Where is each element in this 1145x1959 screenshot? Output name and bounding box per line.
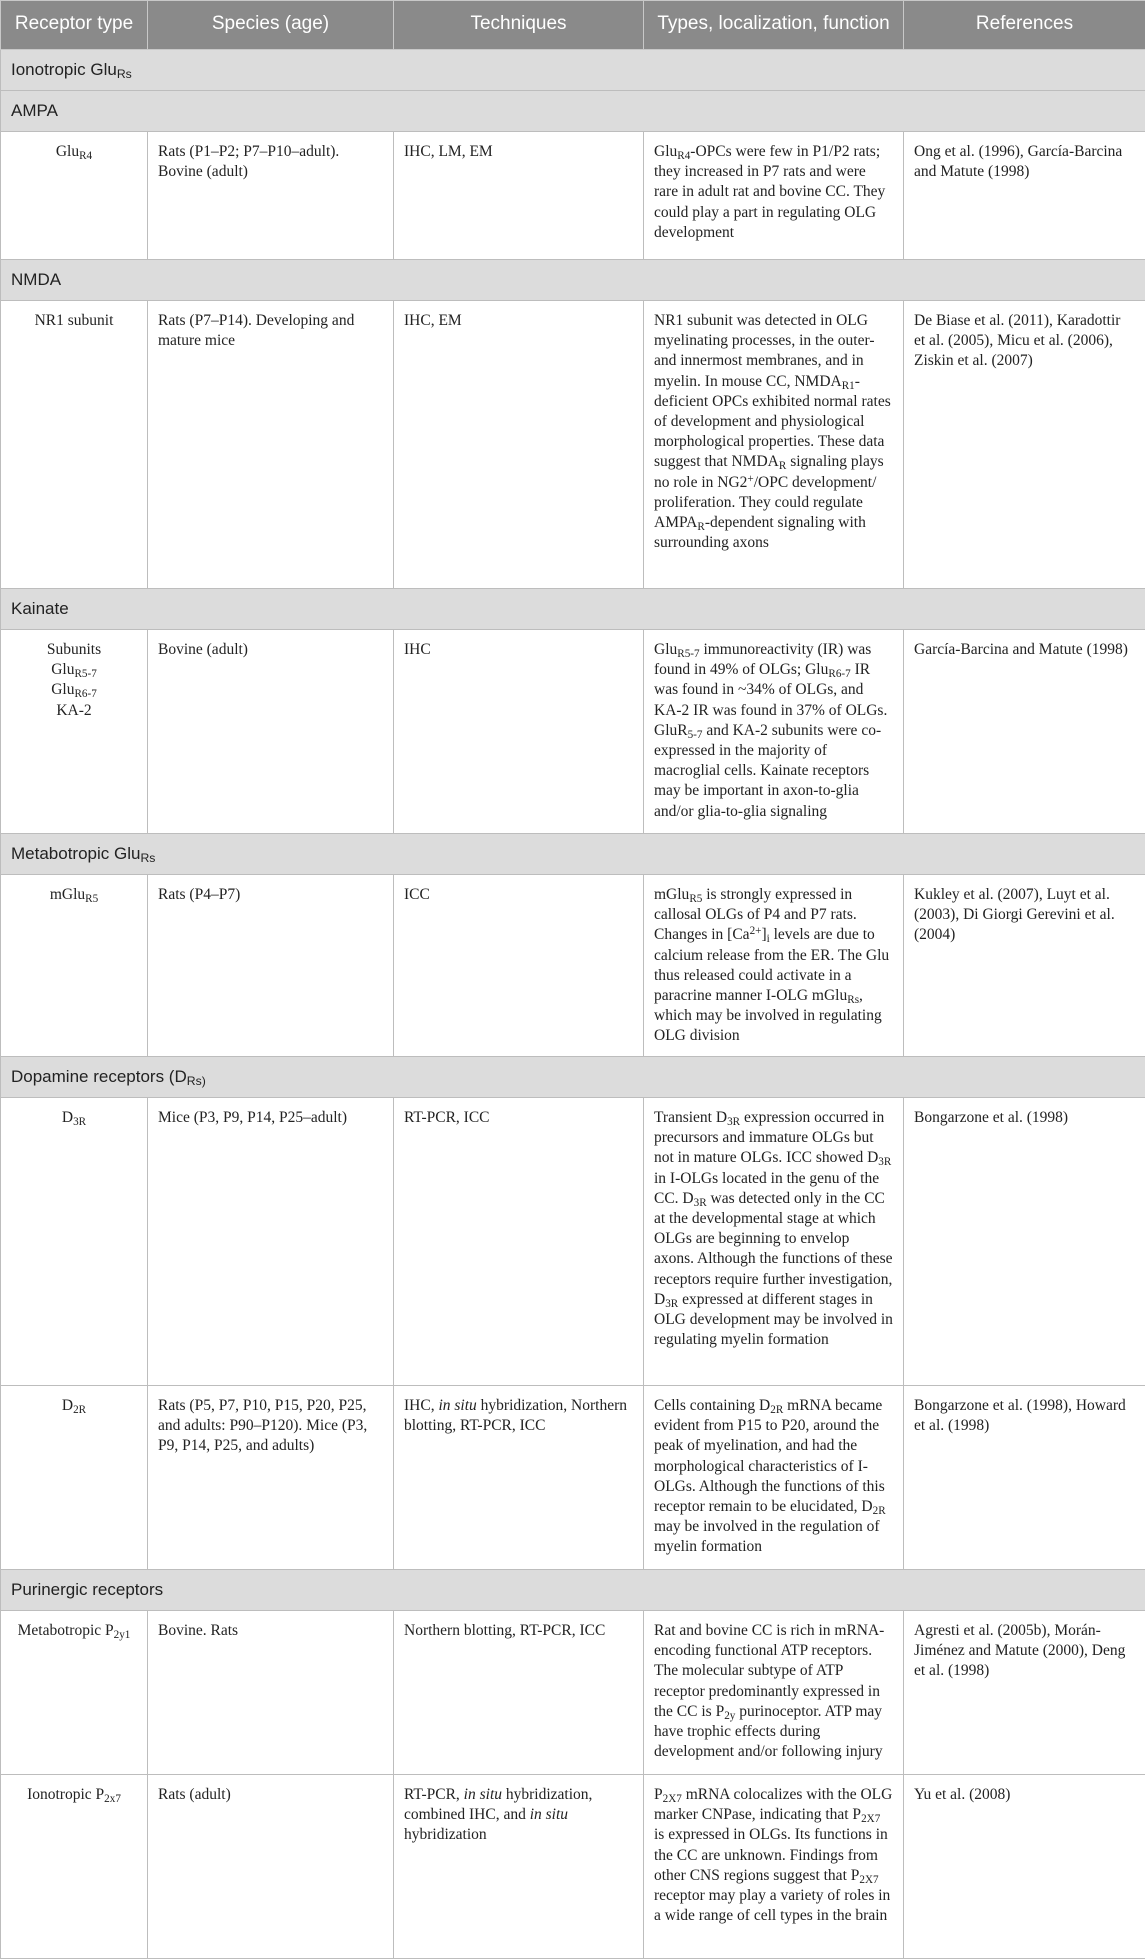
species-cell: Rats (P1–P2; P7–P10–adult). Bovine (adult) [148, 132, 394, 260]
receptor-type-cell: mGlu$_{R5}$ [1, 875, 148, 1057]
species-cell: Rats (adult) [148, 1775, 394, 1959]
receptor-type-cell: $D_{3R}$ [1, 1098, 148, 1386]
function-cell: mGlu$_{R5}$ is strongly expressed in callosal OLGs of P4 and P7 rats. Changes in $[Ca^{2+}]_i$ levels are due to calcium release from the ER. The Glu thus released could activate in a paracrine manner I-OLG mGlu$_{Rs}$, which may be involved in regulating OLG division [644, 875, 904, 1057]
section-nmda: NMDA [1, 260, 1145, 301]
species-cell: Bovine. Rats [148, 1611, 394, 1775]
receptor-type-cell: Ionotropic $P_{2x7}$ [1, 1775, 148, 1959]
section-row [1, 1057, 1145, 1098]
table-row [1, 132, 1145, 260]
section-metabotropic: Metabotropic Glu$_{Rs}$ [1, 834, 1145, 875]
references-cell: Yu et al. (2008) [904, 1775, 1145, 1959]
techniques-cell: IHC, in situ hybridization, Northern blotting, RT-PCR, ICC [394, 1386, 644, 1570]
section-row [1, 589, 1145, 630]
header-species-age: Species (age) [148, 1, 394, 50]
references-cell: Ong et al. (1996), García-Barcina and Matute (1998) [904, 132, 1145, 260]
table-row [1, 1386, 1145, 1570]
references-cell: Bongarzone et al. (1998) [904, 1098, 1145, 1386]
table-row [1, 301, 1145, 589]
header-receptor-type: Receptor type [1, 1, 148, 50]
techniques-cell: IHC, LM, EM [394, 132, 644, 260]
receptor-type-cell: Subunits Glu$_{R5-7}$ Glu$_{R6-7}$ KA-2 [1, 630, 148, 834]
section-kainate: Kainate [1, 589, 1145, 630]
section-purinergic: Purinergic receptors [1, 1570, 1145, 1611]
receptor-type-cell: $D_{2R}$ [1, 1386, 148, 1570]
techniques-cell: IHC, EM [394, 301, 644, 589]
function-cell: NR1 subunit was detected in OLG myelinating processes, in the outer- and innermost membranes, and in myelin. In mouse CC, $NMDA_{R1}$-deficient OPCs exhibited normal rates of development and physiological morphological properties. These data suggest that $NMDA_R$ signaling plays no role in NG2+/OPC development/ proliferation. They could regulate $AMPA_R$-dependent signaling with surrounding axons [644, 301, 904, 589]
techniques-cell: ICC [394, 875, 644, 1057]
section-row [1, 834, 1145, 875]
techniques-cell: Northern blotting, RT-PCR, ICC [394, 1611, 644, 1775]
function-cell: Rat and bovine CC is rich in mRNA-encoding functional ATP receptors. The molecular subtype of ATP receptor predominantly expressed in the CC is $P_{2y}$ purinoceptor. ATP may have trophic effects during development and/or following injury [644, 1611, 904, 1775]
header-types-function: Types, localization, function [644, 1, 904, 50]
references-cell: García-Barcina and Matute (1998) [904, 630, 1145, 834]
header-techniques: Techniques [394, 1, 644, 50]
section-row [1, 91, 1145, 132]
function-cell: Cells containing $D_{2R}$ mRNA became evident from P15 to P20, around the peak of myelination, and had the morphological characteristics of I-OLGs. Although the functions of this receptor remain to be elucidated, $D_{2R}$ may be involved in the regulation of myelin formation [644, 1386, 904, 1570]
section-row [1, 1570, 1145, 1611]
receptor-type-cell: Metabotropic $P_{2y1}$ [1, 1611, 148, 1775]
section-ampa: AMPA [1, 91, 1145, 132]
function-cell: Glu$_{R4}$-OPCs were few in P1/P2 rats; they increased in P7 rats and were rare in adult rat and bovine CC. They could play a part in regulating OLG development [644, 132, 904, 260]
techniques-cell: IHC [394, 630, 644, 834]
function-cell: Transient $D_{3R}$ expression occurred in precursors and immature OLGs but not in mature OLGs. ICC showed $D_{3R}$ in I-OLGs located in the genu of the CC. $D_{3R}$ was detected only in the CC at the developmental stage at which OLGs are beginning to envelop axons. Although the functions of these receptors require further investigation, $D_{3R}$ expressed at different stages in OLG development may be involved in regulating myelin formation [644, 1098, 904, 1386]
table-row [1, 1611, 1145, 1775]
table-row [1, 1098, 1145, 1386]
species-cell: Rats (P7–P14). Developing and mature mice [148, 301, 394, 589]
species-cell: Rats (P5, P7, P10, P15, P20, P25, and adults: P90–P120). Mice (P3, P9, P14, P25, and adults) [148, 1386, 394, 1570]
species-cell: Mice (P3, P9, P14, P25–adult) [148, 1098, 394, 1386]
references-cell: Bongarzone et al. (1998), Howard et al. (1998) [904, 1386, 1145, 1570]
section-row [1, 50, 1145, 91]
section-ionotropic: Ionotropic Glu$_{Rs}$ [1, 50, 1145, 91]
header-references: References [904, 1, 1145, 50]
function-cell: Glu$_{R5-7}$ immunoreactivity (IR) was found in 49% of OLGs; Glu$_{R6-7}$ IR was found in ~34% of OLGs, and KA-2 IR was found in 37% of OLGs. GluR$_{5-7}$ and KA-2 subunits were co-expressed in the majority of macroglial cells. Kainate receptors may be important in axon-to-glia and/or glia-to-glia signaling [644, 630, 904, 834]
references-cell: De Biase et al. (2011), Karadottir et al. (2005), Micu et al. (2006), Ziskin et al. (2007) [904, 301, 1145, 589]
section-dopamine: Dopamine receptors ($D_{Rs)}$ [1, 1057, 1145, 1098]
species-cell: Bovine (adult) [148, 630, 394, 834]
references-cell: Kukley et al. (2007), Luyt et al. (2003), Di Giorgi Gerevini et al. (2004) [904, 875, 1145, 1057]
receptor-type-cell: NR1 subunit [1, 301, 148, 589]
section-row [1, 260, 1145, 301]
receptor-type-cell: Glu$_{R4}$ [1, 132, 148, 260]
table-row [1, 1775, 1145, 1959]
species-cell: Rats (P4–P7) [148, 875, 394, 1057]
table-row [1, 875, 1145, 1057]
function-cell: $P_{2X7}$ mRNA colocalizes with the OLG marker CNPase, indicating that $P_{2X7}$ is expressed in OLGs. Its functions in the CC are unknown. Findings from other CNS regions suggest that $P_{2X7}$ receptor may play a variety of roles in a wide range of cell types in the brain [644, 1775, 904, 1959]
table-row [1, 630, 1145, 834]
references-cell: Agresti et al. (2005b), Morán-Jiménez and Matute (2000), Deng et al. (1998) [904, 1611, 1145, 1775]
techniques-cell: RT-PCR, ICC [394, 1098, 644, 1386]
header-row [1, 1, 1145, 50]
techniques-cell: RT-PCR, in situ hybridization, combined IHC, and in situ hybridization [394, 1775, 644, 1959]
